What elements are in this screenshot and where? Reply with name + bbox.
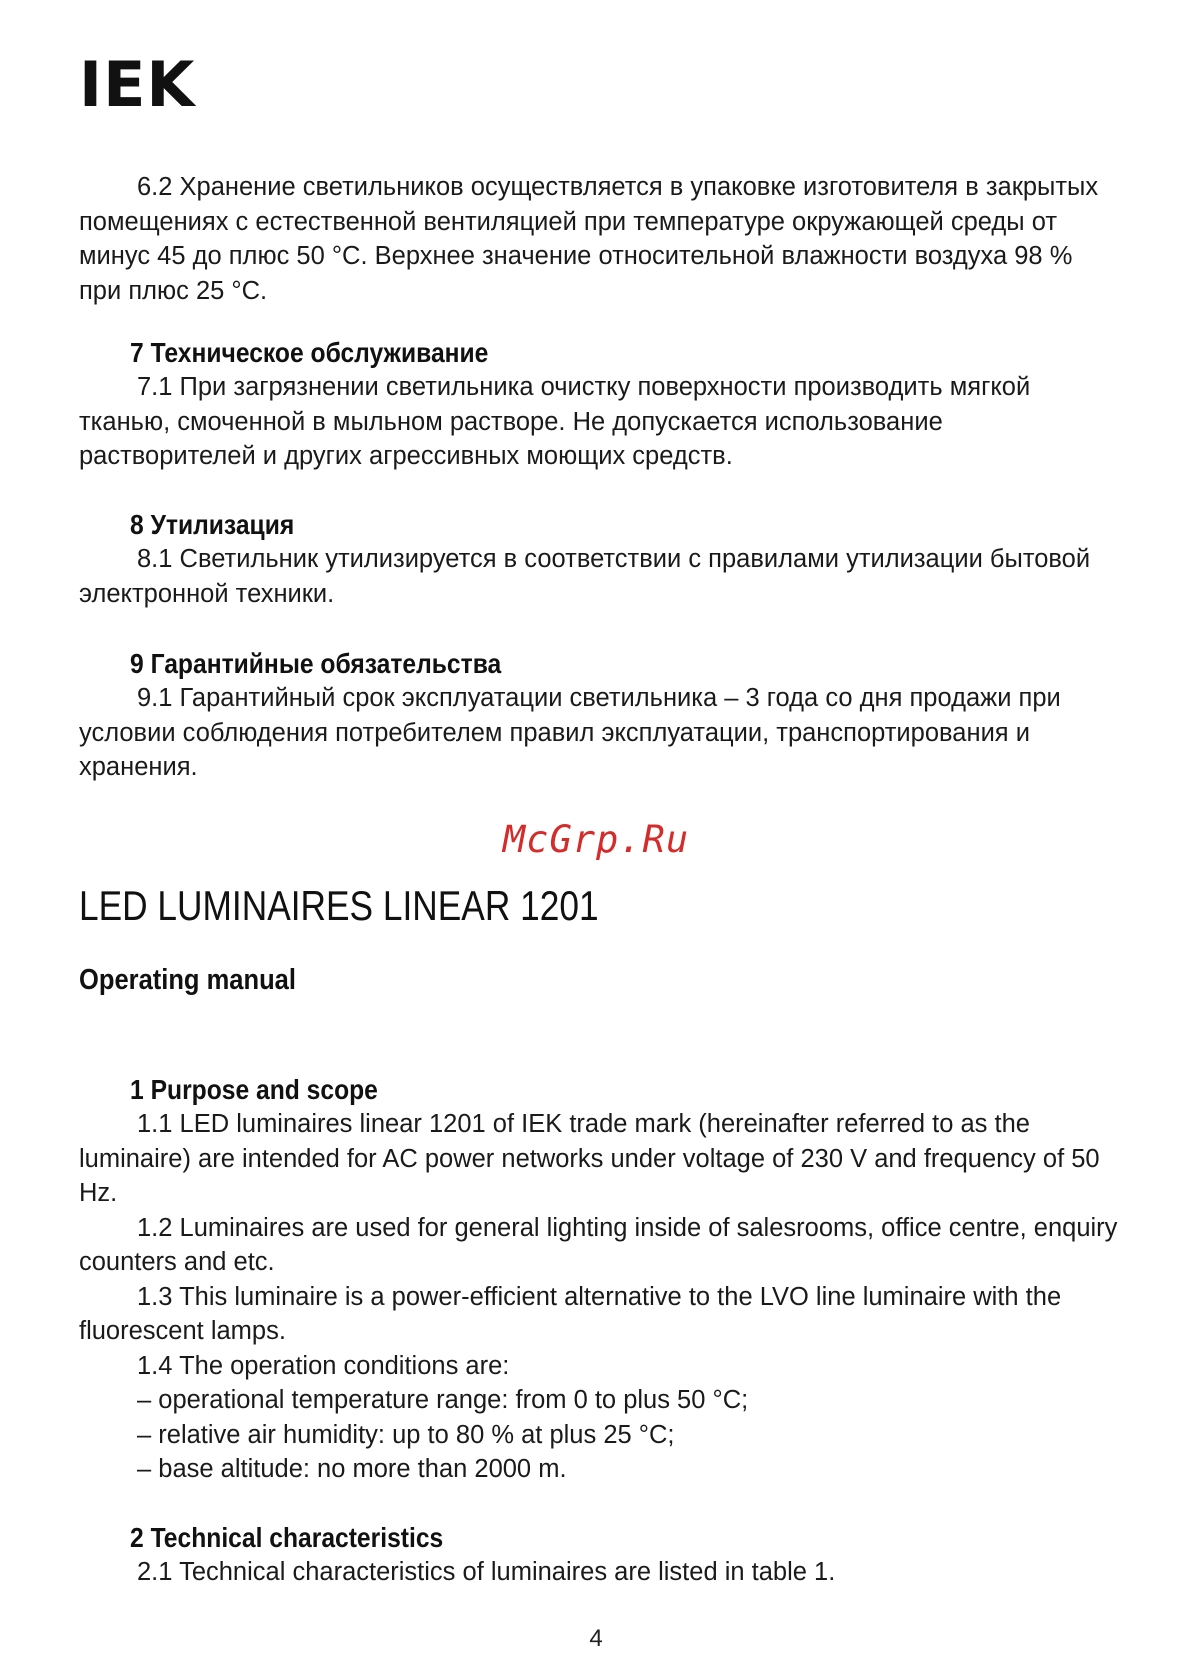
paragraph-1-1: 1.1 LED luminaires linear 1201 of IEK trade mark (hereinafter referred to as the luminaire) are intended for AC power networks under voltage of 230 V and frequency of 50 Hz. bbox=[79, 1110, 1100, 1207]
paragraph-2-1: 2.1 Technical characteristics of luminaires are listed in table 1. bbox=[137, 1558, 836, 1586]
iek-logo: IEK bbox=[79, 48, 196, 121]
section-2-heading: 2 Technical characteristics bbox=[130, 1522, 444, 1553]
page-number: 4 bbox=[589, 1625, 603, 1652]
document-subtitle: Operating manual bbox=[79, 964, 296, 996]
section-2-technical bbox=[79, 1520, 1119, 1590]
section-7-maintenance bbox=[79, 335, 1119, 474]
paragraph-8-1: 8.1 Светильник утилизируется в соответствии с правилами утилизации бытовой электронной техники. bbox=[79, 545, 1091, 608]
paragraph-1-2: 1.2 Luminaires are used for general lighting inside of salesrooms, office centre, enquiry counters and etc. bbox=[79, 1213, 1118, 1276]
paragraph-6-2: 6.2 Хранение светильников осуществляется в упаковке изготовителя в закрытых помещениях с естественной вентиляцией при температуре окружающей среды от минус 45 до плюс 50 °С. Верхнее значение относительной влажности воздуха 98 % при плюс 25 °С. bbox=[79, 173, 1099, 305]
paragraph-1-4: 1.4 The operation conditions are: bbox=[137, 1351, 510, 1380]
section-9-warranty bbox=[79, 646, 1119, 785]
section-9-heading: 9 Гарантийные обязательства bbox=[130, 648, 502, 679]
list-item-altitude: – base altitude: no more than 2000 m. bbox=[137, 1455, 567, 1483]
section-8-disposal bbox=[79, 507, 1119, 611]
section-7-heading: 7 Техническое обслуживание bbox=[130, 337, 489, 368]
list-item-temperature: – operational temperature range: from 0 to plus 50 °C; bbox=[137, 1386, 749, 1414]
section-8-heading: 8 Утилизация bbox=[130, 509, 295, 540]
document-title: LED LUMINAIRES LINEAR 1201 bbox=[79, 882, 599, 929]
section-6-storage bbox=[79, 170, 1119, 308]
paragraph-1-3: 1.3 This luminaire is a power-efficient alternative to the LVO line luminaire with the fluorescent lamps. bbox=[79, 1282, 1062, 1345]
paragraph-9-1: 9.1 Гарантийный срок эксплуатации светильника – 3 года со дня продажи при условии соблюдения потребителем правил эксплуатации, транспортирования и хранения. bbox=[79, 684, 1061, 781]
list-item-humidity: – relative air humidity: up to 80 % at plus 25 °C; bbox=[137, 1420, 675, 1449]
section-1-purpose bbox=[79, 1072, 1119, 1487]
paragraph-7-1: 7.1 При загрязнении светильника очистку поверхности производить мягкой тканью, смоченной в мыльном растворе. Не допускается использование растворителей и других агрессивных моющих средств. bbox=[79, 373, 1031, 470]
section-1-heading: 1 Purpose and scope bbox=[130, 1074, 378, 1105]
watermark: McGrp.Ru bbox=[502, 818, 690, 861]
